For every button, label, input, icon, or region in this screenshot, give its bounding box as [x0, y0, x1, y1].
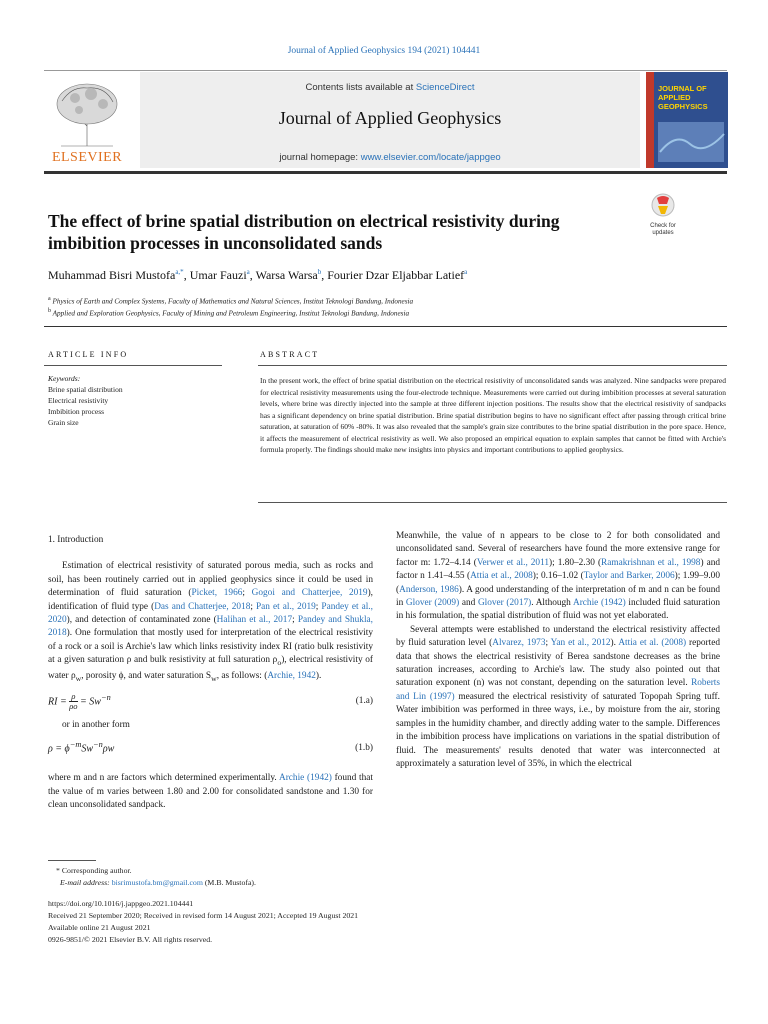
text: ;	[315, 601, 322, 612]
contents-prefix: Contents lists available at	[305, 82, 416, 93]
text: where m and n are factors which determined experimentally.	[48, 773, 279, 784]
available-online: Available online 21 August 2021	[48, 923, 151, 932]
keyword: Electrical resistivity	[48, 396, 109, 405]
equation-fraction	[69, 692, 77, 711]
author-list: Muhammad Bisri Mustofa$^{a,*}$, Umar Fauzi$^a$, Warsa Warsa$^b$, Fourier Dzar Eljabbar Latief$^a$	[48, 268, 468, 282]
section-heading-introduction: 1. Introduction	[48, 535, 104, 545]
citation-link[interactable]: Anderson, 1986	[399, 584, 459, 595]
keyword: Imbibition process	[48, 407, 105, 416]
text: included fluid saturation in his formulation, the spatial distribution of fluid was not yet elaborated.	[396, 598, 720, 622]
paragraph	[48, 772, 373, 812]
citation-link[interactable]: Pandey et al., 2020	[48, 601, 373, 626]
email-link[interactable]: bisrimustofa.bm@gmail.com	[111, 878, 203, 887]
header-top-rule	[44, 70, 727, 71]
keyword: Grain size	[48, 418, 79, 427]
footnote-rule	[48, 860, 96, 861]
crossmark-icon	[646, 192, 680, 218]
citation-link[interactable]: Gogoi and Chatterjee, 2019	[251, 588, 368, 599]
subscript: w	[211, 673, 217, 683]
text: ;	[292, 615, 298, 626]
text: ). A good understanding of the interpretation of m and n can be found in	[396, 584, 721, 609]
text: ) and factor n 1.41–4.55 (	[396, 557, 721, 582]
equation-1b	[48, 738, 373, 760]
affiliation-text: Physics of Earth and Complex Systems, Faculty of Mathematics and Natural Sciences, Institut Teknologi Bandung, Indonesia	[52, 297, 414, 306]
citation-link[interactable]: Halihan et al., 2017	[216, 615, 293, 626]
paragraph: or in another form	[62, 719, 130, 730]
citation-link[interactable]: Archie (1942)	[573, 598, 626, 609]
homepage-prefix: journal homepage:	[279, 152, 361, 163]
contents-line	[140, 82, 640, 93]
equation-1a	[48, 691, 373, 713]
equation-rhs: = Sw	[80, 696, 101, 708]
journal-title: Journal of Applied Geophysics	[278, 108, 502, 128]
abstract-heading: ABSTRACT	[260, 350, 320, 359]
author-affiliation-marker[interactable]: a,*	[175, 268, 184, 276]
citation-link[interactable]: Das and Chatterjee, 2018	[154, 601, 251, 612]
author-name[interactable]: Fourier Dzar Eljabbar Latief	[327, 268, 465, 282]
text: ); 1.99–9.00 (	[396, 571, 720, 595]
elsevier-logo	[47, 76, 127, 168]
email-suffix: (M.B. Mustofa).	[202, 878, 256, 887]
journal-reference[interactable]: Journal of Applied Geophysics 194 (2021) 104441	[287, 46, 481, 56]
text: and	[459, 598, 478, 609]
denominator: ρo	[69, 701, 78, 712]
text: Several attempts were established to understand the electrical resistivity affected by fluid saturation level (	[396, 624, 720, 649]
equation-number[interactable]: (1.a)	[355, 695, 373, 706]
text: , porosity ϕ, and water saturation S	[81, 670, 212, 681]
text: ); 1.80–2.30 (	[549, 557, 602, 568]
citation-link[interactable]: Taylor and Barker, 2006	[583, 571, 675, 582]
text: measured the electrical resistivity of saturated Topopah Spring tuff. Water imbibition was performed in three ways, i.e., by moisture from the air, storing samples in the humidity chamber, and directly adding water to the sample. Differences in the imbibition process have implications on variations in the spatial distribution of fluid. The measurements' results denoted that water was interconnected at approximately a saturation level of 35%, in which the electrical	[396, 691, 720, 769]
author-affiliation-marker[interactable]: b	[317, 268, 322, 276]
equation-lhs: RI =	[48, 696, 70, 708]
check-for-updates-badge[interactable]	[646, 192, 680, 236]
affiliation-text: Applied and Exploration Geophysics, Faculty of Mining and Petroleum Engineering, Institut Teknologi Bandung, Indonesia	[52, 309, 410, 318]
text: ), and detection of contaminated zone (	[66, 615, 217, 626]
equation-text: Sw	[81, 743, 94, 755]
text: ).	[315, 670, 322, 681]
text: ); 0.16–1.02 (	[532, 571, 584, 582]
body-column-right	[396, 530, 720, 771]
author-name[interactable]: Umar Fauzi	[189, 268, 247, 282]
equation-text: ρ = ϕ	[48, 743, 70, 755]
equation-number[interactable]: (1.b)	[355, 743, 373, 754]
subscript: o	[277, 658, 282, 668]
text: ). One formulation that mostly used for interpretation of the electrical resistivity of a rock or a soil is Archie's law which links resistivity index RI (ratio bulk resistivity at a given saturation ρ and bulk resistivity at full saturation ρ	[48, 628, 373, 666]
text: ), electrical resistivity of water ρ	[48, 655, 373, 681]
exponent: −n	[100, 692, 111, 702]
corresponding-author-note: * Corresponding author.	[56, 866, 132, 875]
received-dates: Received 21 September 2020; Received in revised form 14 August 2021; Accepted 19 August 2021	[48, 911, 359, 920]
text: found that the value of m varies between 1.80 and 2.00 for consolidated sandstone and 1.30 for clean unconsolidated sandpack.	[48, 773, 373, 810]
text: reported data that shows the electrical resistivity of Berea sandstone decreases as the brine saturation increases, according to Archie's law. The study also pointed out that saturation exponent (n) was not constant, depending on the saturation level.	[396, 638, 721, 689]
abstract-bottom-rule	[258, 502, 727, 503]
affiliation	[48, 296, 728, 305]
homepage-line	[140, 152, 640, 163]
email-label: E-mail address:	[60, 878, 112, 887]
citation-link[interactable]: Glover (2017)	[477, 598, 532, 609]
author-name[interactable]: Muhammad Bisri Mustofa	[48, 268, 176, 282]
keywords-label: Keywords:	[48, 374, 81, 383]
paragraph	[48, 560, 373, 684]
exponent: −n	[93, 740, 103, 750]
citation-link[interactable]: Alvarez, 1973	[492, 638, 546, 649]
copyright-line: 0926-9851/© 2021 Elsevier B.V. All rights reserved.	[48, 935, 213, 944]
paragraph	[396, 530, 720, 624]
article-info-rule	[44, 365, 222, 366]
citation-link[interactable]: Glover (2009)	[405, 598, 460, 609]
affiliation	[48, 308, 728, 317]
numerator: ρ	[71, 691, 76, 702]
journal-cover	[646, 72, 728, 168]
text: ), identification of fluid type (	[48, 588, 373, 612]
citation-link[interactable]: Roberts and Lin (1997)	[396, 678, 720, 702]
text: ;	[250, 601, 256, 612]
body-column-left	[48, 534, 373, 812]
author-name[interactable]: Warsa Warsa	[255, 268, 318, 282]
author-affiliation-marker[interactable]: a	[246, 268, 250, 276]
text: ;	[242, 588, 252, 599]
homepage-link[interactable]: www.elsevier.com/locate/jappgeo	[360, 152, 501, 163]
affiliation-marker: a	[48, 296, 51, 302]
text: ;	[545, 638, 551, 649]
text: Estimation of electrical resistivity of saturated porous media, such as rocks and soil, has been routinely carried out in applied geophysics since it could be used in determination of fluid saturation (	[48, 561, 373, 599]
article-title: The effect of brine spatial distribution on electrical resistivity during imbibition processes in unconsolidated sands	[48, 211, 560, 253]
citation-link[interactable]: Verwer et al., 2011	[476, 557, 550, 568]
exponent: −m	[69, 740, 82, 750]
abstract-text: In the present work, the effect of brine spatial distribution on the electrical resistivity of unconsolidated sands was analyzed. Nine sandpacks were prepared for electrical resistivity measurements using the four-electrode technique. Measurements were carried out during imbibition processes at several saturation levels, where brine was directly injected into the sample at three different injection positions. The results show that the electrical resistivity of sandpacks has a significant dependency on brine spatial distribution. Brine spatial distribution begins to have no significant effect after passing through critical brine saturation, at saturation of 60% -80%. It was also revealed that the sample's grain size contributes to the brine spatial distribution in the pore space. Hence, it affects the measurement of electrical resistivity as well. We also proposed an empirical equation to explain samples that cannot be fitted with Archie's formula properly. The findings should make new insights into physics and important contributions to applied geophysics.	[260, 376, 726, 454]
text: ).	[610, 638, 619, 649]
citation-link[interactable]: Pandey and Shukla, 2018	[48, 615, 373, 639]
citation-link[interactable]: Ramakrishnan et al., 1998	[601, 557, 701, 568]
doi-link[interactable]: https://doi.org/10.1016/j.jappgeo.2021.104441	[48, 899, 194, 908]
title-divider	[44, 326, 727, 327]
publisher-name: ELSEVIER	[51, 150, 123, 165]
citation-link[interactable]: Attia et al. (2008)	[618, 638, 687, 649]
equation-text: ρw	[102, 743, 115, 755]
text: , as follows: (	[216, 670, 268, 681]
citation-link[interactable]: Archie, 1942	[267, 670, 316, 681]
citation-link[interactable]: Yan et al., 2012	[550, 638, 611, 649]
text: . Although	[531, 598, 573, 609]
citation-link[interactable]: Attia et al., 2008	[470, 571, 533, 582]
author-affiliation-marker[interactable]: a	[464, 268, 468, 276]
article-info-heading: ARTICLE INFO	[48, 350, 129, 359]
citation-link[interactable]: Pan et al., 2019	[256, 601, 316, 612]
email-line	[60, 878, 256, 887]
citation-link[interactable]: Picket, 1966	[191, 588, 243, 599]
citation-link[interactable]: Archie (1942)	[279, 773, 332, 784]
sciencedirect-link[interactable]: ScienceDirect	[415, 82, 475, 93]
keyword: Brine spatial distribution	[48, 385, 123, 394]
header-bottom-rule	[44, 171, 727, 174]
crossmark-label: Check for updates	[650, 223, 676, 236]
cover-title: JOURNAL OF APPLIED GEOPHYSICS	[658, 84, 708, 111]
subscript: w	[75, 673, 82, 683]
affiliation-marker: b	[48, 308, 51, 314]
text: Meanwhile, the value of n appears to be close to 2 for both consolidated and unconsolidated sand. Several of researchers have found the more extensive range for factor m: 1.72–4.14 (	[396, 531, 720, 568]
abstract-rule	[258, 365, 727, 366]
paragraph	[396, 624, 720, 771]
